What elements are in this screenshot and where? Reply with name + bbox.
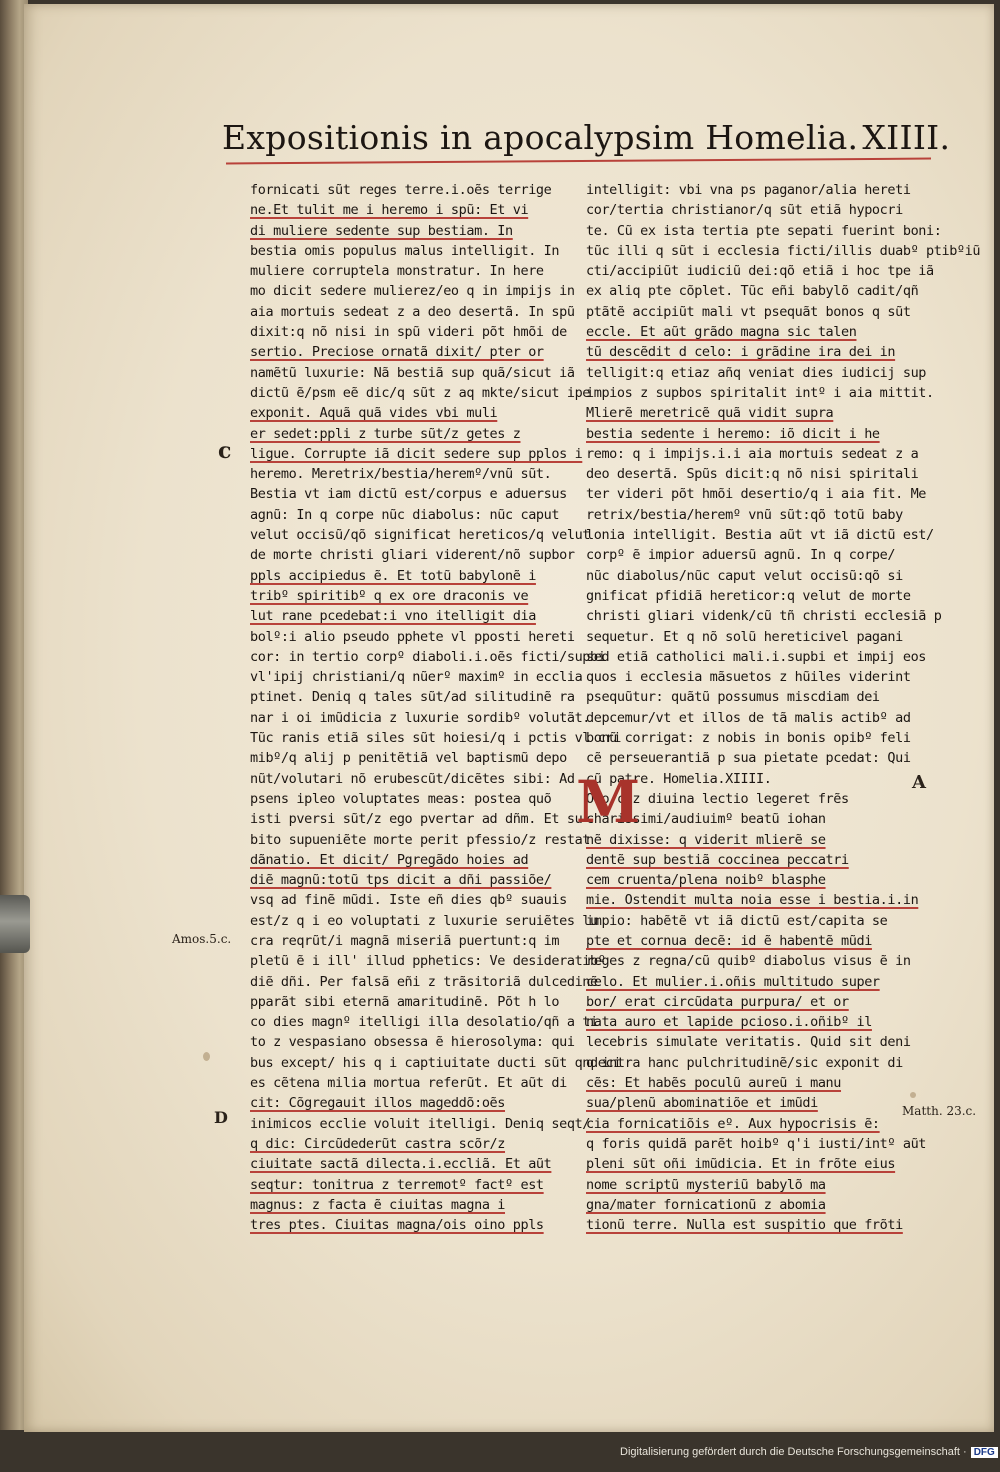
text-line: christi gliari videnk/cũ tñ christi ecclesiã p bbox=[586, 608, 942, 625]
margin-note-d: D bbox=[214, 1108, 228, 1127]
text-line: tres ptes. Ciuitas magna/ois oino ppls bbox=[250, 1217, 544, 1234]
text-line: velut occisũ/qõ significat hereticos/q velut bbox=[250, 527, 591, 544]
text-line: ptinet. Deniq q tales sũt/ad silitudinẽ ra bbox=[250, 689, 575, 706]
text-line: pleni sũt oñi imũdicia. Et in frõte eius bbox=[586, 1156, 896, 1173]
text-line: sed etiã catholici mali.i.supbi et impij eos bbox=[586, 648, 927, 665]
text-line: exponit. Aquã quã vides vbi muli bbox=[250, 405, 498, 422]
text-line: bolº:i alio pseudo pphete vl pposti hereti bbox=[250, 628, 575, 645]
margin-note-a: A bbox=[912, 772, 926, 793]
footer-text: Digitalisierung gefördert durch die Deutsche Forschungsgemeinschaft · bbox=[620, 1446, 967, 1458]
text-line: bus except/ his q i captiuitate ducti sũt qndeci bbox=[250, 1054, 621, 1071]
text-line: vsq ad finẽ mũdi. Iste eñ dies qbº suauis bbox=[250, 892, 567, 909]
text-line: ex aliq pte cõplet. Tũc eñi babylõ cadit/qñ bbox=[586, 283, 919, 300]
text-line: retrix/bestia/heremº vnũ sũt:qõ totũ baby bbox=[586, 506, 903, 523]
text-line: nar i oi imũdicia z luxurie sordibº volutãt. bbox=[250, 709, 591, 726]
text-line: Mlierẽ meretricẽ quã vidit supra bbox=[586, 405, 834, 422]
text-line: nũt/volutari nõ erubescũt/dicẽtes sibi: Ad bbox=[250, 770, 575, 787]
text-line: diẽ magnũ:totũ tps dicit a dñi passiõe/ bbox=[250, 872, 552, 889]
text-line: to z vespasiano obsessa ẽ hierosolyma: qui bbox=[250, 1034, 575, 1051]
text-line: cũ patre. Homelia.XIIII. bbox=[586, 770, 772, 787]
page-clasp bbox=[0, 895, 30, 953]
text-line: cem cruenta/plena noibº blasphe bbox=[586, 872, 826, 889]
text-line: cor/tertia christianor/q sũt etiã hypocri bbox=[586, 202, 903, 219]
text-line: sequetur. Et q nõ solũ hereticivel pagani bbox=[586, 628, 903, 645]
text-line: lecebris simulate veritatis. Quid sit deni bbox=[586, 1034, 911, 1051]
header-title: Expositionis in apocalypsim Homelia. bbox=[222, 118, 859, 157]
text-line: charissimi/audiuimº beatũ iohan bbox=[586, 811, 826, 828]
text-line: sertio. Preciose ornatã dixit/ pter or bbox=[250, 344, 544, 361]
text-line: agnũ: In q corpe nũc diabolus: nũc caput bbox=[250, 506, 560, 523]
text-line: aia mortuis sedeat z a deo desertã. In spũ bbox=[250, 303, 575, 320]
text-line: cẽ perseuerantiã p sua pietate pcedat: Qui bbox=[586, 750, 911, 767]
text-line: bito supueniẽte morte perit pfessio/z restat bbox=[250, 831, 591, 848]
text-line: co dies magnº itelligi illa desolatio/qñ a ti bbox=[250, 1014, 598, 1031]
text-line: inimicos ecclie voluit itelligi. Deniq seqt/ bbox=[250, 1115, 591, 1132]
text-line: pparãt sibi eternã amaritudinẽ. Põt h lo bbox=[250, 993, 560, 1010]
text-line: ptãtẽ accipiũt mali vt psequãt bonos q sũt bbox=[586, 303, 911, 320]
text-line: cia fornicatiõis eº. Aux hypocrisis ẽ: bbox=[586, 1115, 880, 1132]
text-line: de morte christi gliari viderent/nõ supbor bbox=[250, 547, 575, 564]
text-line: dentẽ sup bestiã coccinea peccatri bbox=[586, 851, 849, 868]
text-line: es cẽtena milia mortua referũt. Et aũt di bbox=[250, 1075, 567, 1092]
decorated-initial: M bbox=[576, 768, 641, 836]
text-line: quos i ecclesia mãsuetos z hũiles viderint bbox=[586, 669, 911, 686]
text-line: mie. Ostendit multa noia esse i bestia.i.in bbox=[586, 892, 919, 909]
text-line: mo dicit sedere mulierez/eo q in impijs in bbox=[250, 283, 575, 300]
page-stain bbox=[203, 1052, 210, 1061]
text-line: sua/plenũ abominatiõe et imũdi bbox=[586, 1095, 818, 1112]
text-line: seqtur: tonitrua z terremotº factº est bbox=[250, 1176, 544, 1193]
text-line: bor/ erat circũdata purpura/ et or bbox=[586, 993, 849, 1010]
text-line: bonũ corrigat: z nobis in bonis opibº feli bbox=[586, 730, 911, 747]
page-header bbox=[222, 118, 952, 157]
text-line: gna/mater fornicationũ z abomia bbox=[586, 1196, 826, 1213]
text-line: impios z supbos spiritalit intº i aia mittit. bbox=[586, 384, 934, 401]
text-line: tionũ terre. Nulla est suspitio que frõti bbox=[586, 1217, 903, 1234]
text-line: fornicati sũt reges terre.i.oẽs terrige bbox=[250, 182, 552, 198]
text-line: nome scriptũ mysteriũ babylõ ma bbox=[586, 1176, 826, 1193]
text-line: ciuitate sactã dilecta.i.eccliã. Et aũt bbox=[250, 1156, 552, 1173]
text-line: telligit:q etiaz añq veniat dies iudicij sup bbox=[586, 364, 927, 381]
text-line: cti/accipiũt iudiciũ dei:qõ etiã i hoc tpe iã bbox=[586, 263, 934, 280]
text-line: q intra hanc pulchritudinẽ/sic exponit di bbox=[586, 1054, 903, 1071]
text-line: psens ipleo voluptates meas: postea quõ bbox=[250, 790, 552, 807]
text-line: lonia intelligit. Bestia aũt vt iã dictũ est/ bbox=[586, 527, 934, 544]
text-line: ppls accipiedus ẽ. Et totũ babylonẽ i bbox=[250, 567, 536, 584]
footer-credit bbox=[620, 1446, 998, 1462]
text-line: tũc illi q sũt i ecclesia ficti/illis duabº ptibºiũ bbox=[586, 242, 981, 259]
text-line: cit: Cõgregauit illos mageddõ:oẽs bbox=[250, 1095, 506, 1112]
text-line: psequũtur: quãtũ possumus miscdiam dei bbox=[586, 689, 880, 706]
text-line: tribº spiritibº q ex ore draconis ve bbox=[250, 587, 529, 604]
text-line: Odo cuz diuina lectio legeret frẽs bbox=[586, 790, 849, 807]
text-line: isti pversi sũt/z ego pvertar ad dñm. Et su bbox=[250, 811, 583, 828]
text-line: tũ descẽdit d celo: i grãdine ira dei in bbox=[586, 344, 896, 361]
text-line: heremo. Meretrix/bestia/heremº/vnũ sũt. bbox=[250, 466, 552, 483]
text-line: diẽ dñi. Per falsã eñi z trãsitoriã dulcedinẽ bbox=[250, 973, 598, 990]
margin-note-amos: Amos.5.c. bbox=[172, 932, 232, 946]
header-numeral: XIIII. bbox=[862, 118, 951, 157]
margin-note-matth: Matth. 23.c. bbox=[902, 1104, 977, 1118]
text-line: cor: in tertio corpº diaboli.i.oẽs ficti/supbi bbox=[250, 648, 606, 665]
text-line: eccle. Et aũt grãdo magna sic talen bbox=[586, 324, 857, 341]
text-line: magnus: z facta ẽ ciuitas magna i bbox=[250, 1196, 506, 1213]
text-line: bestia sedente i heremo: iõ dicit i he bbox=[586, 425, 880, 442]
text-line: lut rane pcedebat:i vno itelligit dia bbox=[250, 608, 536, 625]
text-line: remo: q i impijs.i.i aia mortuis sedeat z a bbox=[586, 445, 919, 462]
text-line: nũc diabolus/nũc caput velut occisũ:qõ si bbox=[586, 567, 903, 584]
text-line: di muliere sedente sup bestiam. In bbox=[250, 222, 513, 239]
text-line: bestia omis populus malus intelligit. In bbox=[250, 242, 560, 259]
text-line: ter videri põt hmõi desertio/q i aia fit. Me bbox=[586, 486, 927, 503]
text-line: pte et cornua decẽ: id ẽ habentẽ mũdi bbox=[586, 932, 872, 949]
text-line: nata auro et lapide pcioso.i.oñibº il bbox=[586, 1014, 872, 1031]
text-line: q foris quidã parẽt hoibº q'i iusti/intº aũt bbox=[586, 1135, 927, 1152]
text-line: Tũc ranis etiã siles sũt hoiesi/q i pctis vl cri bbox=[250, 730, 621, 747]
text-line: cra reqrũt/i magnã miseriã puertunt:q im bbox=[250, 932, 560, 949]
text-line: celo. Et mulier.i.oñis multitudo super bbox=[586, 973, 880, 990]
text-line: Bestia vt iam dictũ est/corpus e aduersus bbox=[250, 486, 567, 503]
text-line: dictũ ẽ/psm eẽ dic/q sũt z aq mkte/sicut ipe bbox=[250, 384, 591, 401]
text-line: er sedet:ppli z turbe sũt/z getes z bbox=[250, 425, 521, 442]
text-line: depcemur/vt et illos de tã malis actibº ad bbox=[586, 709, 911, 726]
text-line: dãnatio. Et dicit/ Pgregãdo hoies ad bbox=[250, 851, 529, 868]
text-line: nẽ dixisse: q viderit mlierẽ se bbox=[586, 831, 826, 848]
text-line: cẽs: Et habẽs poculũ aureũ i manu bbox=[586, 1075, 842, 1092]
text-line: pletũ ẽ i ill' illud pphetics: Ve desideratibº bbox=[250, 953, 606, 970]
text-line: dixit:q nõ nisi in spũ videri põt hmõi de bbox=[250, 324, 567, 341]
text-line: te. Cũ ex ista tertia pte sepati fuerint boni: bbox=[586, 222, 942, 239]
text-line: q dic: Circũdederũt castra scõr/z bbox=[250, 1135, 506, 1152]
text-line: impio: habẽtẽ vt iã dictũ est/capita se bbox=[586, 912, 888, 929]
text-line: reges z regna/cũ quibº diabolus visus ẽ in bbox=[586, 953, 911, 970]
text-line: gnificat pfidiã hereticor:q velut de morte bbox=[586, 587, 911, 604]
text-line: mibº/q alij p penitẽtiã vel baptismũ depo bbox=[250, 750, 567, 767]
text-line: ligue. Corrupte iã dicit sedere sup pplos i bbox=[250, 445, 583, 462]
text-line: ne.Et tulit me i heremo i spũ: Et vi bbox=[250, 202, 529, 219]
text-line: est/z q i eo voluptati z luxurie seruiẽtes lu bbox=[250, 912, 598, 929]
text-line: namẽtũ luxurie: Nã bestiã sup quã/sicut iã bbox=[250, 364, 575, 381]
text-line: corpº ẽ impior aduersũ agnũ. In q corpe/ bbox=[586, 547, 896, 564]
text-line: vl'ipij christiani/q nũerº maximº in ecclia bbox=[250, 669, 583, 686]
left-text-column bbox=[250, 180, 621, 1235]
text-line: intelligit: vbi vna ps paganor/alia hereti bbox=[586, 182, 911, 198]
margin-note-c: c bbox=[218, 438, 232, 464]
dfg-logo: DFG bbox=[971, 1447, 998, 1458]
text-line: muliere corruptela monstratur. In here bbox=[250, 263, 544, 280]
text-line: deo desertã. Spũs dicit:q nõ nisi spiritali bbox=[586, 466, 919, 483]
